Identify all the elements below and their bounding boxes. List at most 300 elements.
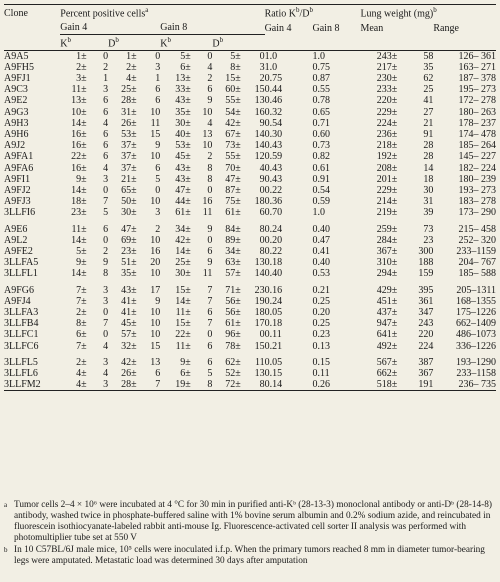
db-gain4-error: 10 (150, 268, 161, 280)
db-gain8-error: 14 (254, 140, 265, 152)
pm-sign: ± (185, 61, 191, 73)
range-cell: 168–1355 (456, 295, 496, 307)
db-gain8-value: 34 (225, 245, 236, 257)
mean-value: 437 (376, 307, 392, 318)
mean-error: 41 (423, 95, 434, 107)
kb-gain8-error: 7 (207, 318, 213, 330)
kb-gain4-error: 8 (103, 268, 109, 280)
pm-sign: ± (185, 340, 191, 352)
db-gain8-error: 17 (254, 318, 265, 330)
range-cell: 193– 273 (458, 184, 496, 196)
pm-sign: ± (81, 117, 87, 129)
ratio-gain8-cell: 0.78 (312, 95, 330, 107)
mean-error: 224 (418, 340, 434, 352)
kb-gain4-error: 0 (103, 50, 109, 62)
ratio-gain4-cell: 0.43 (264, 173, 283, 185)
db-gain8-value: 63 (225, 257, 236, 269)
mean-error: 23 (423, 234, 434, 246)
pm-sign: ± (81, 207, 87, 219)
pm-sign: ± (235, 318, 241, 330)
kb-gain4-value: 18 (71, 196, 82, 208)
pm-sign: ± (131, 379, 139, 391)
ratio-gain8-cell: 0.11 (312, 368, 330, 380)
kb-gain8-value: 40 (175, 128, 186, 140)
pm-sign: ± (81, 257, 87, 269)
range-cell: 172– 278 (458, 95, 496, 107)
pm-sign: ± (131, 340, 137, 352)
ratio-gain8-cell: 0.71 (312, 117, 330, 129)
kb-gain8-error: 4 (207, 61, 213, 73)
range-cell: 182– 224 (458, 162, 496, 174)
pm-sign: ± (81, 128, 87, 140)
kb-gain8-value: 25 (175, 257, 186, 269)
mean-value: 229 (376, 106, 392, 118)
table-row (4, 368, 496, 379)
ratio-gain4-cell: 0.11 (264, 329, 282, 341)
pm-sign: ± (235, 84, 241, 96)
footnote-text: Tumor cells 2–4 × 10⁶ were incubated at 4 °C for 30 min in purified anti-Kᵇ (28-13-3) monoclonal antibody or anti-Dᵇ (28-14-8) antibody, washed twice in phosphate-buffered saline with 1% bovine serum albumin and 0.2% sodium azide, and reincubated in fluorescein isothiocyanate-labeled rabbit anti-mouse Ig. Fluorescence-activated cell sorter II analysis was performed with photomultiplier tube set at 550 V (14, 500, 492, 543)
kb-gain8-error: 0 (207, 50, 213, 62)
table-row (4, 84, 496, 95)
db-gain4-value: 42 (121, 356, 132, 368)
kb-gain8-error: 16 (202, 196, 213, 208)
db-gain4-value: 23 (121, 245, 132, 257)
kb-gain8-value: 61 (175, 207, 186, 219)
kb-gain4-value: 7 (76, 295, 82, 307)
mean-value: 451 (376, 295, 392, 307)
db-gain8-error: 14 (254, 268, 265, 280)
ratio-gain8-cell: 0.13 (312, 340, 330, 352)
mean-value: 259 (376, 223, 392, 235)
pm-sign: ± (131, 72, 137, 84)
ratio-gain4-cell: 0.14 (265, 379, 313, 391)
mean-error: 28 (423, 140, 434, 152)
kb-gain8-value: 44 (175, 196, 186, 208)
table-row (4, 329, 496, 340)
pm-sign: ± (391, 356, 398, 368)
pm-sign: ± (391, 307, 398, 318)
pm-sign: ± (235, 61, 241, 73)
pm-sign: ± (391, 117, 398, 129)
table-row (4, 185, 496, 196)
header-kb-gain8: $K^b$ (160, 34, 212, 50)
kb-gain8-value: 11 (175, 307, 186, 318)
pm-sign: ± (391, 340, 398, 352)
kb-gain4-error: 0 (103, 184, 109, 196)
footnote-mark: a (4, 501, 8, 509)
mean-value: 236 (376, 128, 392, 140)
ratio-gain8-cell: 0.91 (312, 173, 330, 185)
pm-sign: ± (131, 268, 137, 280)
kb-gain4-error: 3 (103, 356, 109, 368)
pm-sign: ± (391, 318, 398, 330)
kb-gain8-value: 9 (180, 356, 186, 368)
mean-value: 367 (376, 245, 392, 257)
mean-error: 73 (423, 223, 434, 235)
ratio-gain4-cell: 0.24 (264, 295, 283, 307)
ratio-gain8-cell: 0.82 (312, 151, 330, 163)
clone-cell: A9FJ1 (4, 72, 31, 84)
mean-error: 14 (423, 162, 434, 174)
kb-gain4-value: 4 (60, 379, 81, 391)
db-gain8-value: 89 (225, 234, 236, 246)
pm-sign: ± (235, 95, 241, 107)
pm-sign: ± (235, 356, 241, 368)
pm-sign: ± (185, 379, 193, 391)
db-gain4-value: 28 (108, 379, 131, 391)
pm-sign: ± (185, 95, 191, 107)
table-row (4, 352, 496, 368)
mean-error: 188 (418, 257, 434, 269)
db-gain4-error: 16 (150, 245, 161, 257)
kb-gain4-error: 0 (103, 329, 109, 341)
table-row (4, 196, 496, 207)
db-gain8-error: 3 (259, 61, 265, 73)
ratio-gain8-cell: 0.61 (312, 162, 330, 174)
mean-value: 310 (376, 257, 392, 269)
clone-cell: 3LLFA3 (4, 307, 39, 318)
pm-sign: ± (235, 196, 241, 208)
kb-gain8-value: 47 (175, 184, 186, 196)
kb-gain4-value: 1 (76, 50, 82, 62)
mean-error: 300 (418, 245, 434, 257)
kb-gain8-error: 0 (207, 184, 213, 196)
db-gain4-value: 30 (121, 207, 132, 219)
db-gain4-error: 15 (150, 340, 161, 352)
pm-sign: ± (131, 162, 137, 174)
pm-sign: ± (81, 340, 87, 352)
db-gain8-value: 5 (230, 50, 236, 62)
kb-gain4-value: 14 (71, 234, 82, 246)
pm-sign: ± (391, 61, 398, 73)
pm-sign: ± (131, 140, 137, 152)
db-gain4-value: 35 (121, 268, 132, 280)
table-row (4, 307, 496, 318)
mean-value: 518 (360, 379, 391, 391)
pm-sign: ± (185, 106, 191, 118)
kb-gain4-error: 3 (103, 284, 109, 296)
kb-gain4-value: 23 (71, 207, 82, 219)
db-gain8-error: 13 (254, 95, 265, 107)
kb-gain8-value: 15 (175, 284, 186, 296)
pm-sign: ± (131, 184, 137, 196)
mean-value: 219 (376, 207, 392, 219)
mean-error: 387 (418, 356, 434, 368)
kb-gain8-error: 6 (207, 84, 213, 96)
kb-gain4-error: 6 (103, 95, 109, 107)
db-gain8-error: 16 (254, 106, 265, 118)
range-cell: 185– 264 (458, 140, 496, 152)
pm-sign: ± (81, 295, 87, 307)
range-cell: 336–1226 (456, 340, 496, 352)
db-gain4-error: 6 (155, 368, 161, 380)
pm-sign: ± (391, 184, 398, 196)
kb-gain8-error: 0 (207, 329, 213, 341)
table-row (4, 246, 496, 257)
pm-sign: ± (185, 295, 191, 307)
db-gain4-value: 37 (121, 151, 132, 163)
pm-sign: ± (235, 234, 241, 246)
pm-sign: ± (131, 106, 137, 118)
db-gain4-error: 3 (155, 61, 161, 73)
db-gain4-value: 69 (121, 234, 132, 246)
kb-gain4-value: 11 (71, 84, 82, 96)
table-row (4, 341, 496, 352)
kb-gain8-value: 15 (175, 318, 186, 330)
ratio-gain4-cell: 0.44 (264, 84, 283, 96)
kb-gain8-value: 33 (175, 84, 186, 96)
pm-sign: ± (81, 50, 87, 62)
pm-sign: ± (131, 329, 137, 341)
table-row (4, 118, 496, 129)
kb-gain4-error: 0 (103, 234, 109, 246)
mean-value: 567 (376, 356, 392, 368)
mean-value: 284 (376, 234, 392, 246)
range-cell: 180– 263 (458, 106, 496, 118)
db-gain8-value: 55 (225, 95, 236, 107)
db-gain8-error: 19 (254, 295, 265, 307)
mean-value: 492 (376, 340, 392, 352)
kb-gain8-error: 9 (207, 257, 213, 269)
ratio-gain4-cell: 0.43 (264, 140, 283, 152)
ratio-gain4-cell: 0.20 (264, 234, 283, 246)
table-row (4, 151, 496, 162)
ratio-gain4-cell: 0.46 (264, 95, 283, 107)
kb-gain8-error: 8 (207, 162, 213, 174)
ratio-gain4-cell: 0.32 (264, 106, 283, 118)
clone-cell: A9FG6 (4, 284, 35, 296)
pm-sign: ± (391, 84, 398, 96)
pm-sign: ± (185, 117, 191, 129)
pm-sign: ± (81, 72, 87, 84)
kb-gain8-value: 53 (175, 140, 186, 152)
db-gain4-error: 6 (155, 84, 161, 96)
mean-value: 192 (376, 151, 392, 163)
ratio-gain4-cell: 0.30 (264, 128, 283, 140)
db-gain4-value: 51 (121, 257, 132, 269)
pm-sign: ± (235, 307, 241, 318)
kb-gain4-value: 7 (76, 284, 82, 296)
pm-sign: ± (131, 50, 137, 62)
pm-sign: ± (391, 196, 398, 208)
db-gain8-error: 12 (254, 151, 265, 163)
pm-sign: ± (81, 307, 87, 318)
pm-sign: ± (131, 368, 137, 380)
pm-sign: ± (81, 106, 87, 118)
kb-gain8-value: 45 (175, 151, 186, 163)
clone-cell: 3LLFA5 (4, 257, 39, 269)
db-gain8-error: 13 (254, 257, 265, 269)
mean-value: 243 (376, 50, 392, 62)
range-cell: 486–1073 (456, 329, 496, 341)
kb-gain8-value: 11 (175, 340, 186, 352)
table-row (4, 107, 496, 118)
db-gain4-error: 15 (150, 128, 161, 140)
pm-sign: ± (131, 307, 137, 318)
clone-cell: A9FE2 (4, 245, 33, 257)
db-gain8-error: 2 (259, 72, 265, 84)
kb-gain4-error: 2 (103, 61, 109, 73)
footnote-text: In 10 C57BL/6J male mice, 10⁵ cells were inoculated i.f.p. When the primary tumors reached 8 mm in diameter tumor-bearing legs were amputated. Metastatic load was determined 30 days after amputation (14, 545, 485, 566)
mean-error: 25 (423, 84, 434, 96)
clone-cell: A9A5 (4, 50, 29, 62)
pm-sign: ± (391, 207, 398, 219)
pm-sign: ± (81, 84, 87, 96)
kb-gain8-error: 9 (207, 223, 213, 235)
header-db-gain4: $D^b$ (108, 34, 160, 50)
kb-gain8-value: 6 (180, 368, 186, 380)
kb-gain4-value: 2 (76, 307, 82, 318)
clone-cell: A9E2 (4, 95, 28, 107)
kb-gain8-error: 10 (202, 106, 213, 118)
pm-sign: ± (81, 162, 87, 174)
kb-gain4-error: 6 (103, 140, 109, 152)
clone-cell: 3LLFB4 (4, 318, 39, 330)
db-gain8-error: 18 (254, 307, 265, 318)
pm-sign: ± (391, 50, 398, 62)
db-gain4-error: 5 (155, 173, 161, 185)
range-cell: 173– 290 (458, 207, 496, 219)
kb-gain8-error: 6 (207, 340, 213, 352)
db-gain8-error: 15 (254, 340, 265, 352)
kb-gain4-value: 5 (76, 245, 82, 257)
header-kb-gain4: $K^b$ (60, 34, 108, 50)
db-gain8-error: 15 (254, 84, 265, 96)
pm-sign: ± (185, 307, 191, 318)
db-gain8-error: 0 (259, 50, 265, 62)
pm-sign: ± (131, 356, 137, 368)
ratio-gain4-cell: 1.0 (264, 61, 278, 73)
ratio-gain8-cell: 0.15 (312, 356, 330, 368)
pm-sign: ± (235, 173, 241, 185)
pm-sign: ± (185, 196, 191, 208)
ratio-gain4-cell: 0.21 (264, 340, 283, 352)
kb-gain4-value: 14 (71, 117, 82, 129)
ratio-gain8-cell: 0.26 (313, 379, 361, 391)
kb-gain8-value: 35 (175, 106, 186, 118)
table-row (4, 235, 496, 246)
pm-sign: ± (391, 257, 398, 269)
kb-gain4-error: 6 (103, 106, 109, 118)
db-gain4-error: 2 (155, 223, 161, 235)
db-gain4-value: 26 (121, 368, 132, 380)
pm-sign: ± (185, 173, 191, 185)
table-row (4, 95, 496, 106)
db-gain8-value: 56 (225, 307, 236, 318)
kb-gain4-value: 4 (76, 368, 82, 380)
mean-value: 662 (376, 368, 392, 380)
footnote-mark: b (4, 546, 8, 554)
clone-cell: A9FJ4 (4, 295, 31, 307)
clone-cell: 3LLFL5 (4, 356, 38, 368)
pm-sign: ± (81, 284, 87, 296)
clone-cell: 3LLFM2 (4, 379, 60, 391)
header-ratio: Ratio $K^b/D^b$ (264, 6, 313, 20)
ratio-gain4-cell: 0.22 (264, 184, 283, 196)
db-gain8-value: 47 (225, 173, 236, 185)
mean-error: 91 (423, 128, 434, 140)
kb-gain4-error: 4 (103, 340, 109, 352)
db-gain8-value: 56 (225, 295, 236, 307)
db-gain4-error: 6 (155, 95, 161, 107)
mean-value: 201 (376, 173, 392, 185)
kb-gain8-error: 13 (202, 128, 213, 140)
pm-sign: ± (235, 340, 241, 352)
pm-sign: ± (131, 95, 137, 107)
pm-sign: ± (235, 140, 241, 152)
kb-gain8-value: 43 (175, 95, 186, 107)
db-gain4-error: 20 (150, 257, 161, 269)
ratio-gain8-cell: 0.60 (312, 128, 330, 140)
clone-cell: A9FH5 (4, 61, 35, 73)
db-gain4-error: 10 (150, 196, 161, 208)
db-gain4-value: 32 (121, 340, 132, 352)
db-gain4-error: 0 (155, 184, 161, 196)
ratio-gain4-cell: 0.70 (264, 207, 283, 219)
range-cell: 195– 273 (458, 84, 496, 96)
kb-gain4-error: 3 (103, 173, 109, 185)
kb-gain8-value: 13 (175, 72, 186, 84)
db-gain4-error: 0 (155, 50, 161, 62)
kb-gain8-value: 14 (175, 245, 186, 257)
ratio-gain4-cell: 0.24 (264, 223, 283, 235)
mean-value: 233 (376, 84, 392, 96)
kb-gain4-error: 6 (103, 223, 109, 235)
db-gain4-error: 10 (150, 318, 161, 330)
db-gain4-value: 1 (126, 50, 132, 62)
kb-gain4-value: 14 (71, 268, 82, 280)
kb-gain8-error: 7 (207, 295, 213, 307)
kb-gain4-error: 0 (103, 307, 109, 318)
db-gain8-value: 71 (225, 284, 236, 296)
db-gain8-value: 60 (225, 84, 236, 96)
clone-cell: A9FJ3 (4, 196, 31, 208)
pm-sign: ± (131, 257, 137, 269)
kb-gain4-value: 16 (71, 140, 82, 152)
table-row (4, 207, 496, 218)
kb-gain8-value: 22 (175, 329, 186, 341)
mean-value: 294 (376, 268, 392, 280)
mean-error: 191 (400, 379, 433, 391)
kb-gain4-value: 3 (76, 72, 82, 84)
db-gain8-value: 42 (225, 117, 236, 129)
pm-sign: ± (391, 151, 398, 163)
ratio-gain8-cell: 0.73 (312, 140, 330, 152)
db-gain4-value: 41 (121, 307, 132, 318)
ratio-gain4-cell: 1.0 (264, 50, 278, 62)
range-cell: 174– 478 (458, 128, 496, 140)
range-cell: 233–1159 (456, 245, 496, 257)
pm-sign: ± (185, 140, 191, 152)
clone-cell: A9E6 (4, 223, 28, 235)
db-gain4-value: 50 (121, 196, 132, 208)
kb-gain4-error: 6 (103, 151, 109, 163)
kb-gain4-value: 13 (71, 95, 82, 107)
pm-sign: ± (235, 151, 241, 163)
pm-sign: ± (81, 356, 87, 368)
pm-sign: ± (131, 84, 137, 96)
pm-sign: ± (235, 284, 241, 296)
db-gain4-error: 6 (155, 162, 161, 174)
kb-gain8-error: 2 (207, 151, 213, 163)
ratio-gain4-cell: 0.05 (264, 307, 283, 318)
pm-sign: ± (391, 162, 398, 174)
pm-sign: ± (81, 234, 87, 246)
pm-sign: ± (235, 128, 241, 140)
range-cell: 175–1226 (456, 307, 496, 318)
kb-gain4-value: 9 (76, 173, 82, 185)
db-gain4-value: 43 (121, 284, 132, 296)
